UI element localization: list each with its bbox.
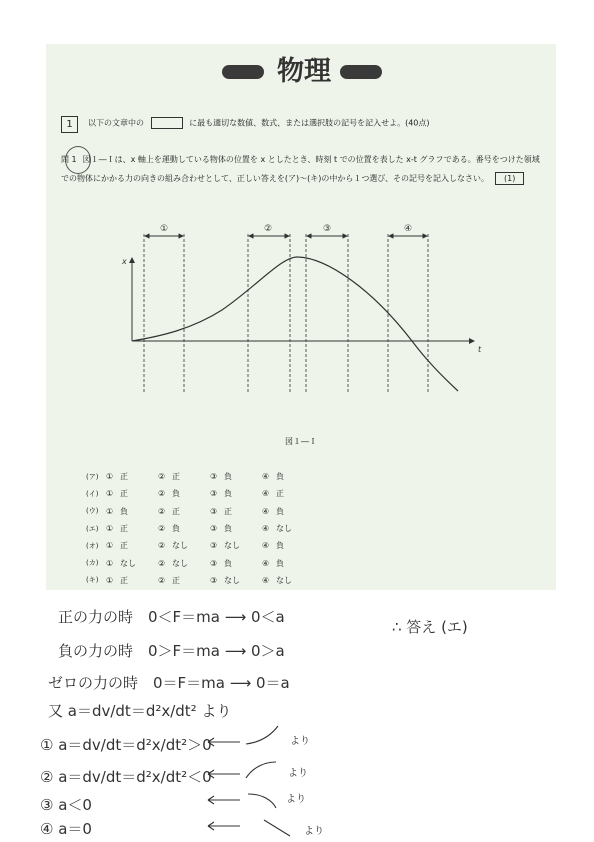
question-instruction xyxy=(88,117,430,130)
region-label-3: ③ xyxy=(322,224,332,234)
exam-sheet xyxy=(46,44,556,590)
instruction-before: 以下の文章中の xyxy=(88,118,144,128)
note-line-5: ① a＝dv/dt＝d²x/dt²＞0 xyxy=(40,736,212,754)
slope-down-curve-icon xyxy=(248,794,276,808)
region-label-2: ② xyxy=(263,224,273,234)
option-label: (オ) xyxy=(86,541,99,550)
left-arrow-icon xyxy=(208,738,240,746)
note-line-4: 又 a＝dv/dt＝d²x/dt² より xyxy=(48,702,232,720)
left-arrow-icon xyxy=(208,796,240,804)
option-row: (イ) ① 正 ② 負 ③ 負 ④ 正 xyxy=(86,489,284,499)
page-title: 物理 xyxy=(277,56,331,87)
option-label: (ア) xyxy=(86,472,99,481)
option-label: (キ) xyxy=(86,576,99,585)
position-curve xyxy=(132,257,458,391)
x-axis-label: x xyxy=(122,257,127,266)
region-guides xyxy=(144,234,428,394)
question-text: 図１―Ｉは、x 軸上を運動している物体の位置を x としたとき、時刻 t での位置を表した x-t グラフである。番号をつけた領域での物体にかかる力の向きの組み合わせとして、正しい答えを(ア)～(キ)の中から１つ選び、その記号を記入しなさい。 xyxy=(61,155,540,183)
note-line-2: 負の力の時 0＞F＝ma ⟶ 0＞a xyxy=(58,642,285,660)
option-label: (エ) xyxy=(86,524,99,533)
sub-question-label: 問 1 xyxy=(61,155,77,164)
yori-label: より xyxy=(290,736,310,747)
answer-box: (1) xyxy=(495,172,524,185)
note-line-1: 正の力の時 0＜F＝ma ⟶ 0＜a xyxy=(58,608,285,626)
option-label: (ウ) xyxy=(86,507,99,516)
t-axis-label: t xyxy=(478,345,482,354)
slope-up-curve-icon xyxy=(246,726,278,744)
title-bar-left xyxy=(222,65,264,79)
option-row: (エ) ① 正 ② 負 ③ 負 ④ なし xyxy=(86,524,292,534)
title-header xyxy=(46,56,556,88)
option-label: (イ) xyxy=(86,489,99,498)
figure-caption: 図１―Ｉ xyxy=(285,437,317,446)
note-line-3: ゼロの力の時 0＝F＝ma ⟶ 0＝a xyxy=(48,674,290,692)
option-row: (ア) ① 正 ② 正 ③ 負 ④ 負 xyxy=(86,472,284,482)
note-line-8: ④ a＝0 xyxy=(40,820,92,838)
option-label: (カ) xyxy=(86,559,99,568)
option-row: (オ) ① 正 ② なし ③ なし ④ 負 xyxy=(86,541,284,551)
note-line-6: ② a＝dv/dt＝d²x/dt²＜0 xyxy=(40,768,212,786)
option-row: (カ) ① なし ② なし ③ 負 ④ 負 xyxy=(86,558,284,568)
note-line-7: ③ a＜0 xyxy=(40,796,92,814)
slope-straight-down-icon xyxy=(264,820,290,836)
x-t-graph xyxy=(122,224,502,444)
slope-sketches xyxy=(200,720,340,842)
yori-label: より xyxy=(288,768,308,779)
option-row: (キ) ① 正 ② 正 ③ なし ④ なし xyxy=(86,575,292,585)
question-number: 1 xyxy=(61,116,78,133)
yori-label: より xyxy=(286,794,306,805)
left-arrow-icon xyxy=(208,770,240,778)
question-body xyxy=(61,150,543,188)
region-label-1: ① xyxy=(159,224,169,234)
answer-note: ∴ 答え (エ) xyxy=(392,618,468,636)
yori-label: より xyxy=(304,826,324,837)
left-arrow-icon xyxy=(208,822,240,830)
slope-concave-curve-icon xyxy=(246,762,276,778)
instruction-after: に最も適切な数値、数式、または選択肢の記号を記入せよ。(40点) xyxy=(189,118,430,128)
title-bar-right xyxy=(340,65,382,79)
region-label-4: ④ xyxy=(403,224,413,234)
option-row: (ウ) ① 負 ② 正 ③ 正 ④ 負 xyxy=(86,506,284,516)
blank-box-icon xyxy=(151,117,183,129)
options-list xyxy=(86,468,314,589)
